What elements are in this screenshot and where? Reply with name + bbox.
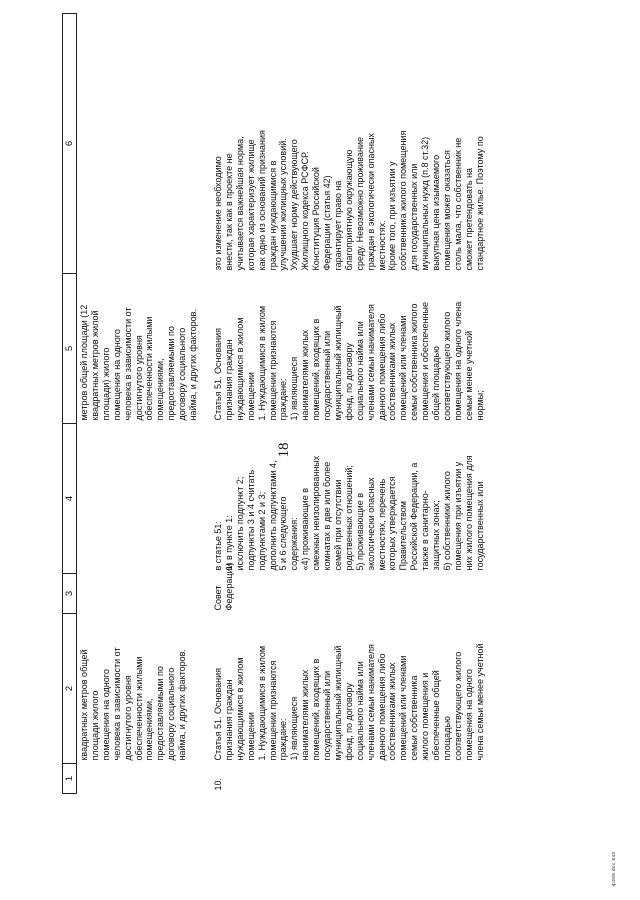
text-line: помещений, входящих в <box>311 318 322 421</box>
text-line: учитывается важнейшая норма, <box>234 136 245 271</box>
text-line: метров общей площади (12 <box>79 304 89 421</box>
text-line: Статья 51. Основания <box>212 327 223 421</box>
text-line: содержания: <box>289 517 300 571</box>
text-line: для государственных или <box>409 163 420 271</box>
text-line: улучшении жилищных условий. <box>278 138 289 271</box>
text-line: муниципальный жилищный <box>332 645 343 761</box>
cell-author <box>199 563 486 614</box>
column-header: 5 <box>63 274 77 424</box>
text-line: подпунктами 2 и 3; <box>256 491 267 571</box>
text-line: помещении <box>245 372 256 421</box>
text-line: 5 и 6 следующего <box>278 496 289 571</box>
text-line: признания граждан <box>223 339 234 421</box>
text-line: обеспеченности жилыми <box>144 316 155 421</box>
text-line: человека в зависимости от <box>122 307 133 421</box>
cell-justification <box>199 14 486 274</box>
text-line: среду. Невозможно проживание <box>354 137 365 271</box>
text-line: 10. <box>212 777 223 791</box>
text-line: 1) являющиеся <box>289 356 300 421</box>
text-line: Ухудшает норму действующего <box>289 139 300 271</box>
text-line: 5) проживающие в <box>354 493 365 571</box>
column-header: 1 <box>63 764 77 794</box>
text-line: помещения на одного <box>463 669 474 761</box>
text-line: фонд, по договору <box>343 343 354 421</box>
text-line: которых утверждается <box>387 476 398 571</box>
column-header: 3 <box>63 574 77 614</box>
text-line: соответствующего жилого <box>442 311 452 421</box>
text-line: местностях. <box>376 220 387 271</box>
text-line: помещений или членами <box>398 655 409 761</box>
text-line: нуждающимися в жилом <box>234 657 245 761</box>
text-line: местностях, перечень <box>376 478 387 571</box>
cell-number <box>77 764 199 794</box>
text-line: нормы; <box>474 390 485 421</box>
text-line: квадратных метров жилой <box>89 310 100 421</box>
text-line: также в санитарно- <box>420 490 431 571</box>
text-line: выкупная цена изымаемого <box>431 154 442 271</box>
text-line: помещения на одного <box>111 329 122 421</box>
table-row <box>77 14 199 794</box>
text-line: Конституция Российской <box>311 167 322 271</box>
text-line: 1. Нуждающимися в жилом <box>256 645 267 761</box>
text-line: обеспеченные общей <box>431 670 442 761</box>
text-line: дополнить подпунктами 4, <box>267 460 278 571</box>
text-line: столь мала, что собственник не <box>452 137 463 271</box>
text-line: площади жилого <box>89 690 100 761</box>
text-line: Правительством <box>398 501 409 571</box>
text-line: квадратных метров общей <box>79 649 89 761</box>
text-line: которая характеризует жилище <box>245 139 256 271</box>
text-line: помещений или членами <box>398 315 409 421</box>
text-line: государственный или <box>322 670 333 761</box>
text-line: родственных отношений; <box>343 465 354 571</box>
text-line: фонд, по договору <box>343 683 354 761</box>
text-line: семьи менее учетной <box>463 330 474 421</box>
text-line: исключить подпункт 2; <box>234 476 245 571</box>
text-line: предоставляемыми по <box>166 326 177 421</box>
footer-code: ф398.doc 643 <box>611 851 616 886</box>
text-line: социального найма или <box>354 661 365 761</box>
cell-justification <box>77 14 199 274</box>
text-line: общей площадью <box>431 346 442 421</box>
text-line: помещениями, <box>144 698 155 761</box>
text-line: помещении <box>245 712 256 761</box>
text-line: соответствующего жилого <box>452 651 463 761</box>
text-line: помещения может оказаться <box>442 150 452 271</box>
text-line: помещения и обеспеченные <box>420 301 431 421</box>
text-line: граждан нуждающимися в <box>267 160 278 271</box>
text-line: нуждающимися в жилом <box>234 317 245 421</box>
text-line: 1) являющиеся <box>289 696 300 761</box>
cell-current-text <box>199 614 486 764</box>
text-line: членами семьи нанимателя <box>365 304 376 421</box>
table-header-row <box>63 14 77 794</box>
text-line: «4) проживающие в <box>300 488 311 571</box>
text-line: собственниками жилых <box>387 322 398 421</box>
cell-proposed-text <box>77 274 199 424</box>
text-line: собственниками жилых <box>387 662 398 761</box>
text-line: нанимателями жилых <box>300 669 311 761</box>
text-line: граждане: <box>278 718 289 761</box>
text-line: помещении признаются <box>267 660 278 761</box>
text-line: признания граждан <box>223 679 234 761</box>
text-line: Статья 51. Основания <box>212 667 223 761</box>
text-line: граждане: <box>278 378 289 421</box>
text-line: сможет претендовать на <box>463 167 474 271</box>
text-line: Кроме того, при изъятии у <box>387 161 398 271</box>
text-line: помещении признаются <box>267 320 278 421</box>
text-line: члена семьи менее учетной <box>474 643 485 761</box>
text-line: в статье 51: <box>212 521 223 571</box>
text-line: 1. Нуждающимися в жилом <box>256 305 267 421</box>
text-line: предоставляемыми по <box>155 666 166 761</box>
text-line: смежных неизолированных <box>311 455 322 571</box>
text-line: подпункты 3 и 4 считать <box>245 469 256 571</box>
text-line: данного помещения либо <box>376 313 387 421</box>
page-number: 18 <box>276 442 292 458</box>
text-line: стандартное жилье. Поэтому по <box>474 136 485 271</box>
text-line: социального найма или <box>354 321 365 421</box>
text-line: как одно из оснований признания <box>256 130 267 271</box>
text-line: благоприятную окружающую <box>343 149 354 271</box>
cell-author <box>77 574 199 614</box>
cell-amendment <box>77 424 199 574</box>
text-line: экологически опасных <box>365 477 376 571</box>
text-line: Федерации (статья 42) <box>322 175 333 271</box>
column-header: 4 <box>63 424 77 574</box>
cell-amendment <box>199 424 486 574</box>
text-line: жилого помещения и <box>420 672 431 761</box>
cell-proposed-text <box>199 274 486 424</box>
text-line: достигнутого уровня <box>122 675 133 761</box>
text-line: Жилищного кодекса РСФСР. <box>300 151 311 271</box>
text-line: внести, так как в проекте не <box>223 153 234 271</box>
text-line: помещения на одного члена <box>452 301 463 421</box>
text-line: это изменение необходимо <box>212 156 223 271</box>
text-line: Федерации <box>223 563 234 611</box>
text-line: данного помещения либо <box>376 653 387 761</box>
cell-number <box>199 764 486 794</box>
text-line: помещения при изъятии у <box>452 461 463 571</box>
text-line: семьи собственника <box>409 675 420 761</box>
text-line: гарантирует право на <box>332 180 343 271</box>
text-line: 1) в пункте 1: <box>223 515 234 571</box>
table-row <box>199 14 486 794</box>
text-line: членами семьи нанимателя <box>365 644 376 761</box>
text-line: граждан в экологически опасных <box>365 133 376 271</box>
text-line: помещений, входящих в <box>311 658 322 761</box>
column-header: 2 <box>63 614 77 764</box>
text-line: государственных или <box>474 481 485 571</box>
text-line: достигнутого уровня <box>133 335 144 421</box>
text-line: найма, и других факторов. <box>177 649 188 761</box>
text-line: нанимателями жилых <box>300 329 311 421</box>
text-line: договору социального <box>177 327 188 421</box>
text-line: муниципальных нужд (п.8 ст.32) <box>420 136 431 271</box>
column-header: 6 <box>63 14 77 274</box>
text-line: собственника жилого помещения <box>398 130 409 271</box>
comparison-table <box>62 13 486 794</box>
text-line: найма, и других факторов. <box>188 309 199 421</box>
text-line: муниципальный жилищный <box>332 305 343 421</box>
text-line: площадью <box>442 716 452 761</box>
text-line: семей при отсутствии <box>332 479 343 571</box>
text-line: защитных зонах; <box>431 500 442 571</box>
text-line: помещения на одного <box>100 669 111 761</box>
text-line: них жилого помещения для <box>463 455 474 571</box>
text-line: Российской Федерации, а <box>409 462 420 571</box>
text-line: договору социального <box>166 667 177 761</box>
text-line: семьи собственника жилого <box>409 303 420 421</box>
text-line: комнатах в две или более <box>322 461 333 571</box>
cell-current-text <box>77 614 199 764</box>
text-line: помещениями, <box>155 358 166 421</box>
text-line: 6) собственники жилого <box>442 471 452 571</box>
text-line: Совет <box>212 585 223 611</box>
text-line: обеспеченности жилыми <box>133 656 144 761</box>
text-line: человека в зависимости от <box>111 647 122 761</box>
rotated-content <box>8 8 632 892</box>
text-line: площади) жилого <box>100 347 111 421</box>
text-line: государственный или <box>322 330 333 421</box>
